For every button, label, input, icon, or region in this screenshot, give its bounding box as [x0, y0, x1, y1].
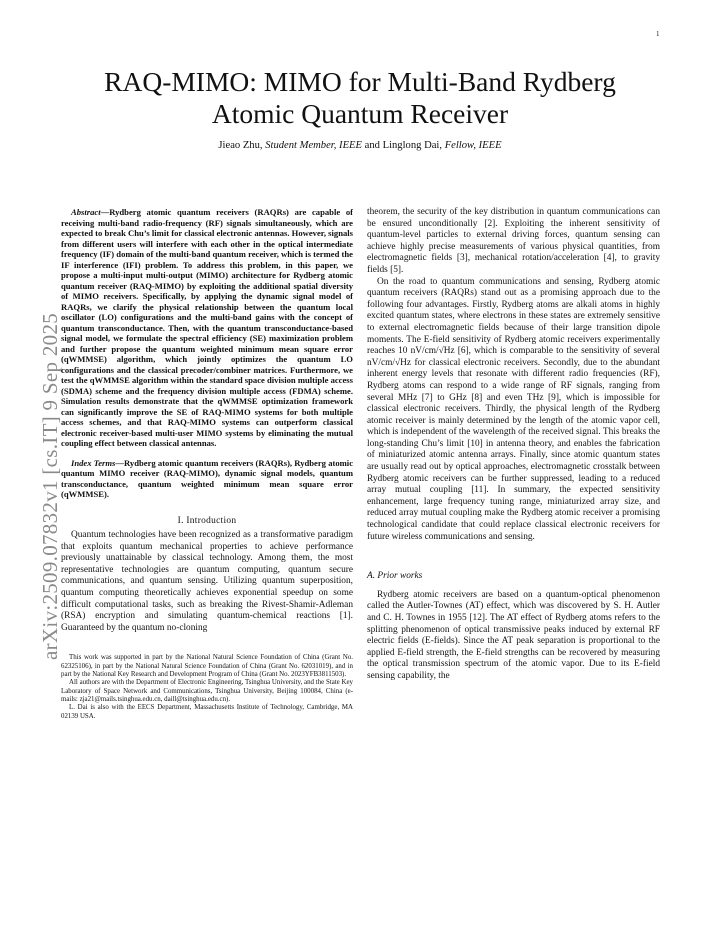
author-line — [80, 140, 640, 151]
left-column — [61, 207, 353, 721]
author-1: Jieao Zhu, — [218, 140, 266, 151]
author-2: and Linglong Dai, — [362, 140, 445, 151]
section-heading-introduction: I. Introduction — [177, 515, 237, 526]
title-line-2: Atomic Quantum Receiver — [211, 98, 509, 129]
index-terms-label: Index Terms — [71, 457, 116, 468]
page-number: 1 — [656, 30, 660, 38]
intro-paragraph-1: Quantum technologies have been recognized as a transformative paradigm that exploits quantum mechanical properties to achieve performance previously unattainable by classical technology. Among them, the most representative technologies are quantum computing, quantum secure communications, and quantum sensing. Utilizing quantum superposition, quantum computing theoretically achieves exponential speedup on some difficult computational tasks, such as breaking the Rivest-Shamir-Adleman (RSA) encryption and simulating quantum-chemical reactions [1]. Guaranteed by the quantum no-cloning — [61, 530, 353, 633]
author-1-role: Student Member, IEEE — [265, 140, 362, 151]
title-line-1: RAQ-MIMO: MIMO for Multi-Band Rydberg — [104, 66, 616, 97]
footnote-funding: This work was supported in part by the National Natural Science Foundation of China (Grant No. 62325106), in part by the National Natural Science Foundation of China (Grant No. 62031019), and in part by the National Key Research and Development Program of China (Grant No. 2023YFB3811503). — [61, 654, 353, 679]
right-column — [367, 207, 660, 683]
abstract-label: Abstract — [71, 207, 101, 217]
arxiv-watermark: arXiv:2509.07832v1 [cs.IT] 9 Sep 2025 — [38, 312, 62, 660]
subsection-heading-prior-works: A. Prior works — [367, 571, 423, 582]
index-terms — [61, 458, 353, 500]
right-paragraph-3: Rydberg atomic receivers are based on a quantum-optical phenomenon called the Autler-Townes (AT) effect, which was discovered by S. H. Autler and C. H. Townes in 1955 [12]. The AT effect of Rydberg atoms refers to the splitting phenomenon of optical transmissive peaks induced by external RF electric fields (E-fields). Since the AT peak separation is proportional to the applied E-field strength, the E-field strengths can be recovered by measuring the optical transmission spectrum of the atomic vapor. Due to its E-field sensing capability, the — [367, 589, 660, 681]
right-paragraph-1: theorem, the security of the key distribution in quantum communications can be ensured unconditionally [2]. Exploiting the inherent sensitivity of quantum-level particles to external driving forces, quantum sensing can achieve highly precise measurements of various physical quantities, from electromagnetic fields [3], mechanical rotation/acceleration [4], to gravity fields [5]. — [367, 207, 660, 275]
footnote-affiliation: All authors are with the Department of Electronic Engineering, Tsinghua University, and the State Key Laboratory of Space Network and Communications, Tsinghua University, Beijing 100084, China (e-mails: zja21@mails.tsinghua.edu.cn, daill@tsinghua.edu.cn). — [61, 679, 353, 703]
footnotes — [61, 654, 353, 720]
author-2-role: Fellow, IEEE — [444, 140, 502, 151]
paper-title — [80, 66, 640, 130]
right-paragraph-2: On the road to quantum communications and sensing, Rydberg atomic quantum receivers (RAQRs) stand out as a promising approach due to the following four advantages. Firstly, Rydberg atoms are alkali atoms in highly excited quantum states, where electrons in these states are extremely sensitive to external electromagnetic fields because of their large transition dipole moments. The E-field sensitivity of Rydberg atomic receivers experimentally reaches 10 nV/cm/√Hz [6], which is comparable to the sensitivity of several nV/cm/√Hz for classical electronic receivers. Secondly, due to the abundant inherent energy levels that resonate with different radio frequencies (RF), Rydberg atoms can respond to a wide range of RF signals, ranging from several MHz [7] to GHz [8] and even THz [9], which is impossible for classical electronic receivers. Thirdly, the physical length of the Rydberg atomic receiver is mainly determined by the length of the atomic vapor cell, which is independent of the wavelength of the received signal. This breaks the long-standing Chu’s limit [10] in antenna theory, and enables the fabrication of miniaturized atomic antenna arrays. Finally, since atomic quantum states are usually read out by optical approaches, electromagnetic crosstalk between Rydberg atomic receivers can be further suppressed, leading to a reduced array mutual coupling [11]. In summary, the expected sensitivity enhancement, large frequency tuning range, miniaturized array size, and reduced array mutual coupling make the Rydberg atomic receiver a promising technological candidate that could replace classical electronic receivers for future wireless communications and sensing. — [367, 276, 660, 542]
footnote-mit: L. Dai is also with the EECS Department, Massachusetts Institute of Technology, Cambridge, MA 02139 USA. — [61, 704, 353, 720]
abstract-text: —Rydberg atomic quantum receivers (RAQRs) are capable of receiving multi-band radio-frequency (RF) signals simultaneously, which are expected to break Chu’s limit for classical electronic antennas. However, signals from different users will interfere with each other in the optical intermediate frequency (IF) domain of the multi-band quantum receiver, which is termed the IF interference (IFI) problem. To address this problem, in this paper, we propose a multi-input multi-output (MIMO) architecture for Rydberg atomic quantum receiver (RAQ-MIMO) by exploiting the additional spatial diversity of MIMO receivers. Specifically, by applying the dynamic signal model of RAQRs, we clarify the physical relationship between the quantum local oscillator (LO) configurations and the multi-band gains with the concept of quantum transconductance. Then, with the quantum transconductance-based signal model, we formulate the spectral efficiency (SE) maximization problem and further propose the quantum weighted minimum mean square error (qWMMSE) algorithm, which jointly optimizes the quantum LO configurations and the classical precoder/combiner matrices. Furthermore, we test the qWMMSE algorithm within the standard space division multiple access (SDMA) scheme and the frequency division multiple access (FDMA) scheme. Simulation results demonstrate that the qWMMSE optimization framework can significantly improve the SE of RAQ-MIMO systems for both multiple access schemes, and that RAQ-MIMO systems can outperform classical electronic receiver-based multi-user MIMO systems by eliminating the mutual coupling effect between classical antennas. — [61, 207, 353, 448]
index-terms-text: —Rydberg atomic quantum receivers (RAQRs), Rydberg atomic quantum MIMO receiver (RAQ-MIMO), dynamic signal models, quantum transconductance, quantum weighted minimum mean square error (qWMMSE). — [61, 457, 354, 499]
abstract — [61, 207, 353, 449]
